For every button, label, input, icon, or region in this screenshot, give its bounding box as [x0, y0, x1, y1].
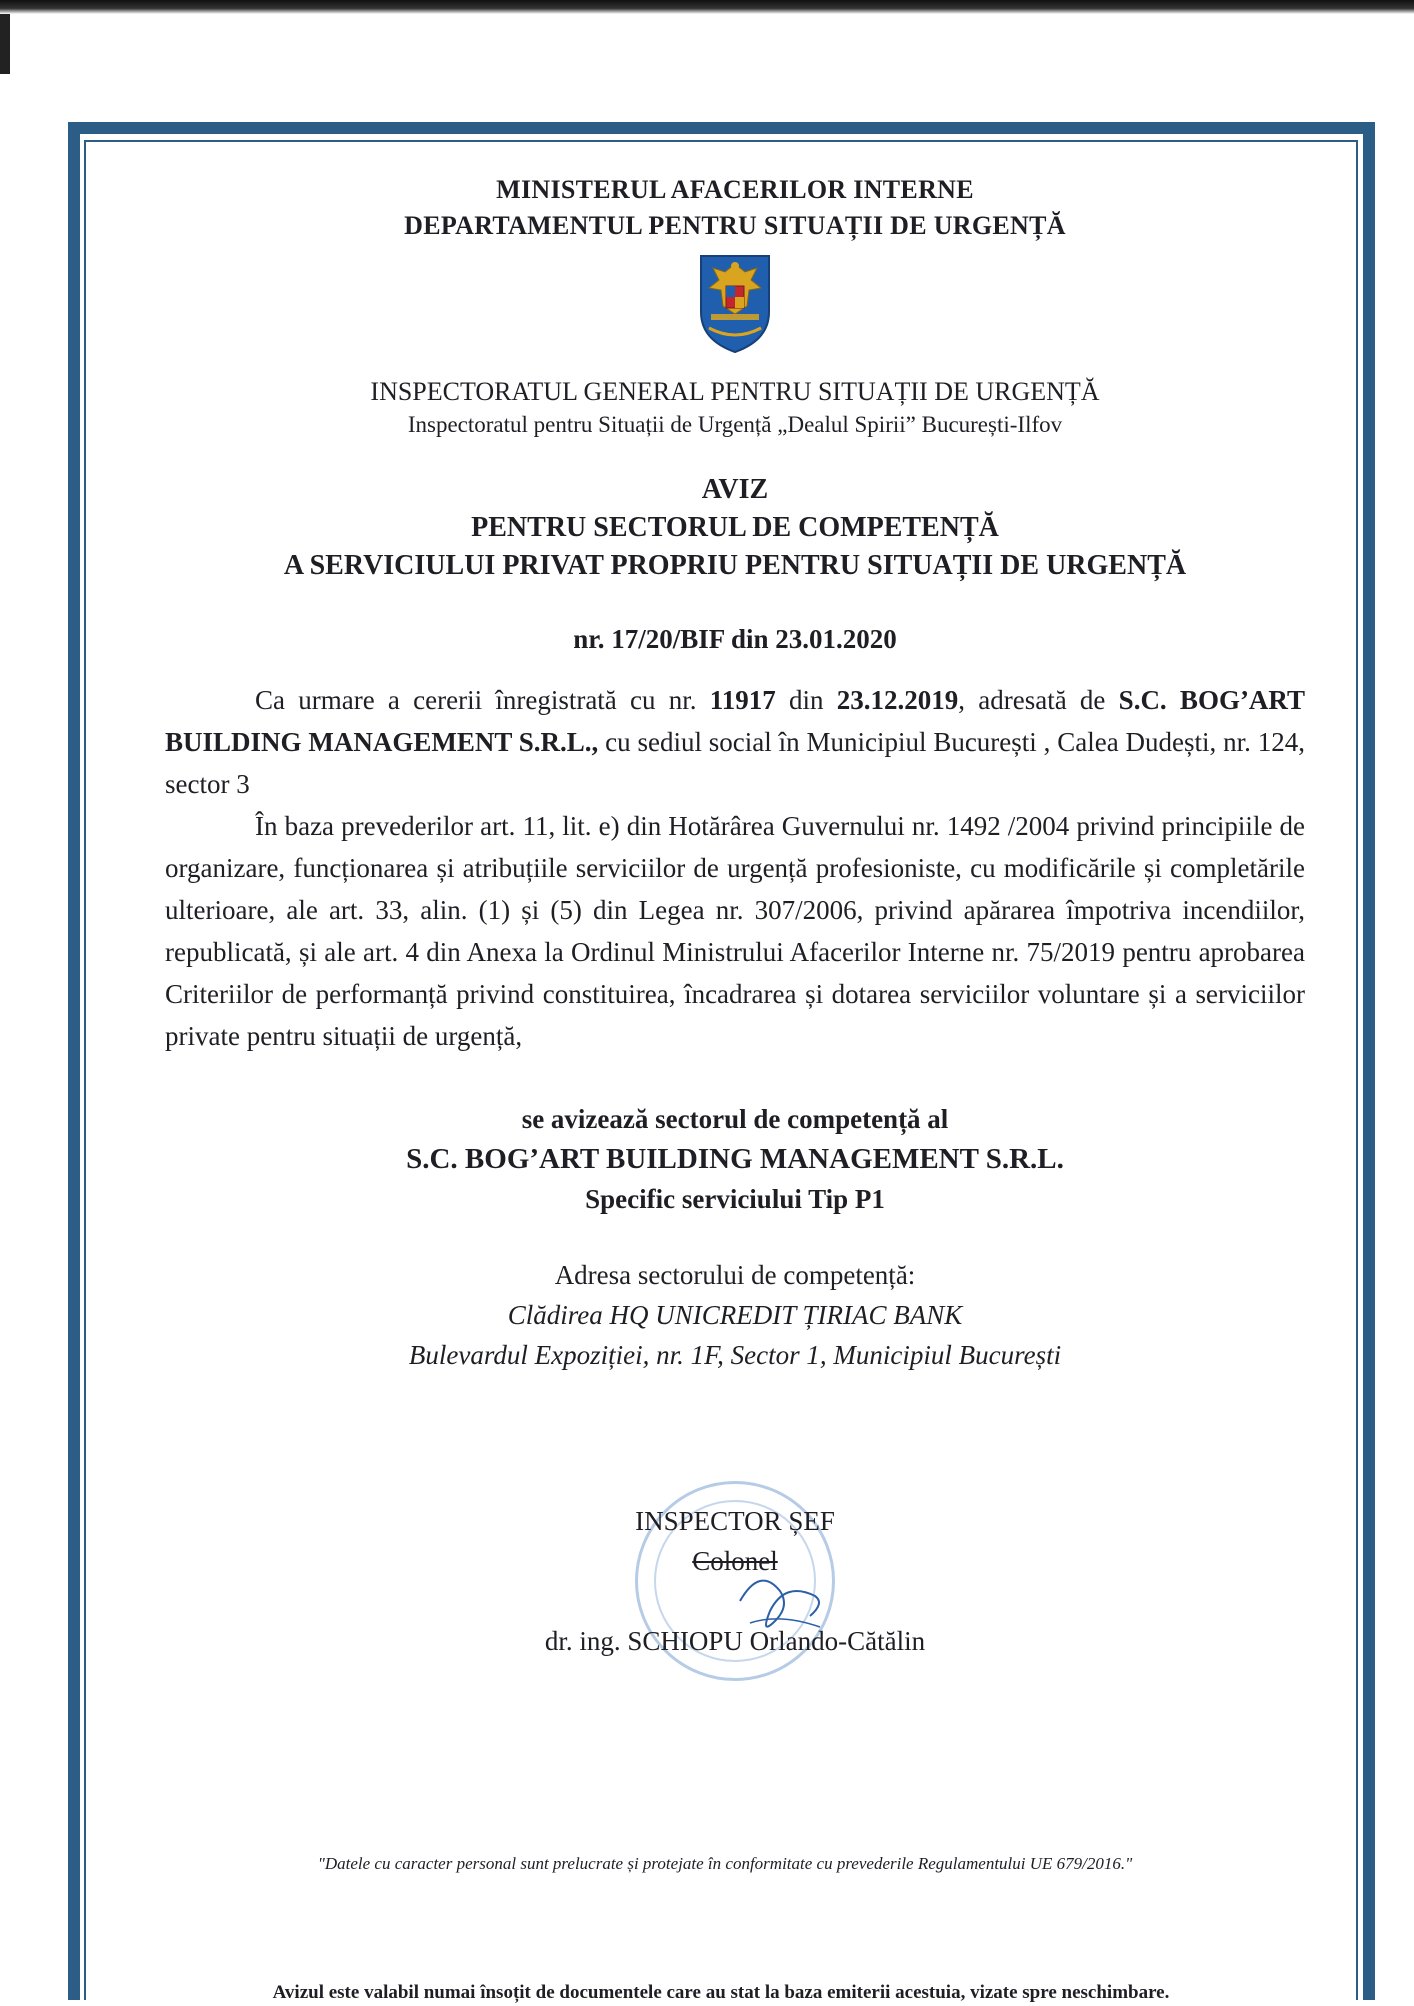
request-date: 23.12.2019 — [836, 685, 959, 715]
handwritten-signature-icon — [720, 1561, 840, 1641]
address-street: Bulevardul Expoziției, nr. 1F, Sector 1, Municipiul București — [408, 1340, 1062, 1370]
decision-line: se avizează sectorul de competență al — [521, 1104, 949, 1134]
decision-service-type: Specific serviciului Tip P1 — [585, 1184, 885, 1214]
document-subtitle-line2: A SERVICIULUI PRIVAT PROPRIU PENTRU SITUAȚII DE URGENȚĂ — [283, 550, 1187, 581]
romanian-coat-of-arms-icon — [695, 250, 775, 355]
header-block — [165, 172, 1305, 657]
paragraph-request — [165, 679, 1305, 805]
gdpr-footnote: "Datele cu caracter personal sunt prelucrate și protejate în conformitate cu prevederile Regulamentului UE 679/2016." — [317, 1854, 1133, 1873]
validity-note: Avizul este valabil numai însoțit de documentele care au stat la baza emiterii acestuia, vizate spre neschimbare. — [272, 1982, 1170, 2003]
request-mid: din — [775, 685, 837, 715]
ministry-name: MINISTERUL AFACERILOR INTERNE — [496, 175, 974, 204]
request-prefix: Ca urmare a cererii înregistrată cu nr. — [255, 685, 710, 715]
signatory-name: dr. ing. SCHIOPU Orlando-Cătălin — [544, 1626, 926, 1656]
request-after-date: , adresată de — [958, 685, 1119, 715]
decision-company: S.C. BOG’ART BUILDING MANAGEMENT S.R.L. — [406, 1143, 1064, 1175]
decision-block — [165, 1099, 1305, 1219]
inspectorate-name: INSPECTORATUL GENERAL PENTRU SITUAȚII DE URGENȚĂ — [370, 377, 1100, 406]
document-title: AVIZ — [701, 474, 769, 505]
address-block — [165, 1255, 1305, 1375]
department-name: DEPARTAMENTUL PENTRU SITUAȚII DE URGENȚĂ — [404, 211, 1066, 240]
body-text — [165, 679, 1305, 1057]
document-subtitle-line1: PENTRU SECTORUL DE COMPETENȚĂ — [471, 512, 999, 543]
company-address: cu sediul social în Municipiul București , Calea Dudești, nr. 124, sector 3 — [165, 727, 1306, 799]
document-content — [165, 172, 1305, 1701]
company-name: S.C. BOG’ART BUILDING MANAGEMENT S.R.L., — [165, 685, 1305, 757]
address-building: Clădirea HQ UNICREDIT ȚIRIAC BANK — [507, 1300, 963, 1330]
signatory-rank: Colonel — [692, 1546, 778, 1576]
signatory-role: INSPECTOR ȘEF — [635, 1506, 835, 1536]
paragraph-legal-basis: În baza prevederilor art. 11, lit. e) din Hotărârea Guvernului nr. 1492 /2004 privind principiile de organizare, funcționarea și atribuțiile serviciilor de urgență profesioniste, cu modificările și completările ulterioare, ale art. 33, alin. (1) și (5) din Legea nr. 307/2006, privind apărarea împotriva incendiilor, republicată, și ale art. 4 din Anexa la Ordinul Ministrului Afacerilor Interne nr. 75/2019 pentru aprobarea Criteriilor de performanță privind constituirea, încadrarea și dotarea serviciilor voluntare și a serviciilor private pentru situații de urgență, — [165, 811, 1305, 1051]
local-inspectorate-name: Inspectoratul pentru Situații de Urgență „Dealul Spirii” București-Ilfov — [407, 412, 1063, 437]
signature-block — [165, 1501, 1305, 1701]
address-label: Adresa sectorului de competență: — [554, 1260, 916, 1290]
scan-edge-left — [0, 14, 10, 74]
scan-edge-top — [0, 0, 1414, 14]
reference-number: nr. 17/20/BIF din 23.01.2020 — [573, 624, 897, 654]
request-number: 11917 — [709, 685, 776, 715]
